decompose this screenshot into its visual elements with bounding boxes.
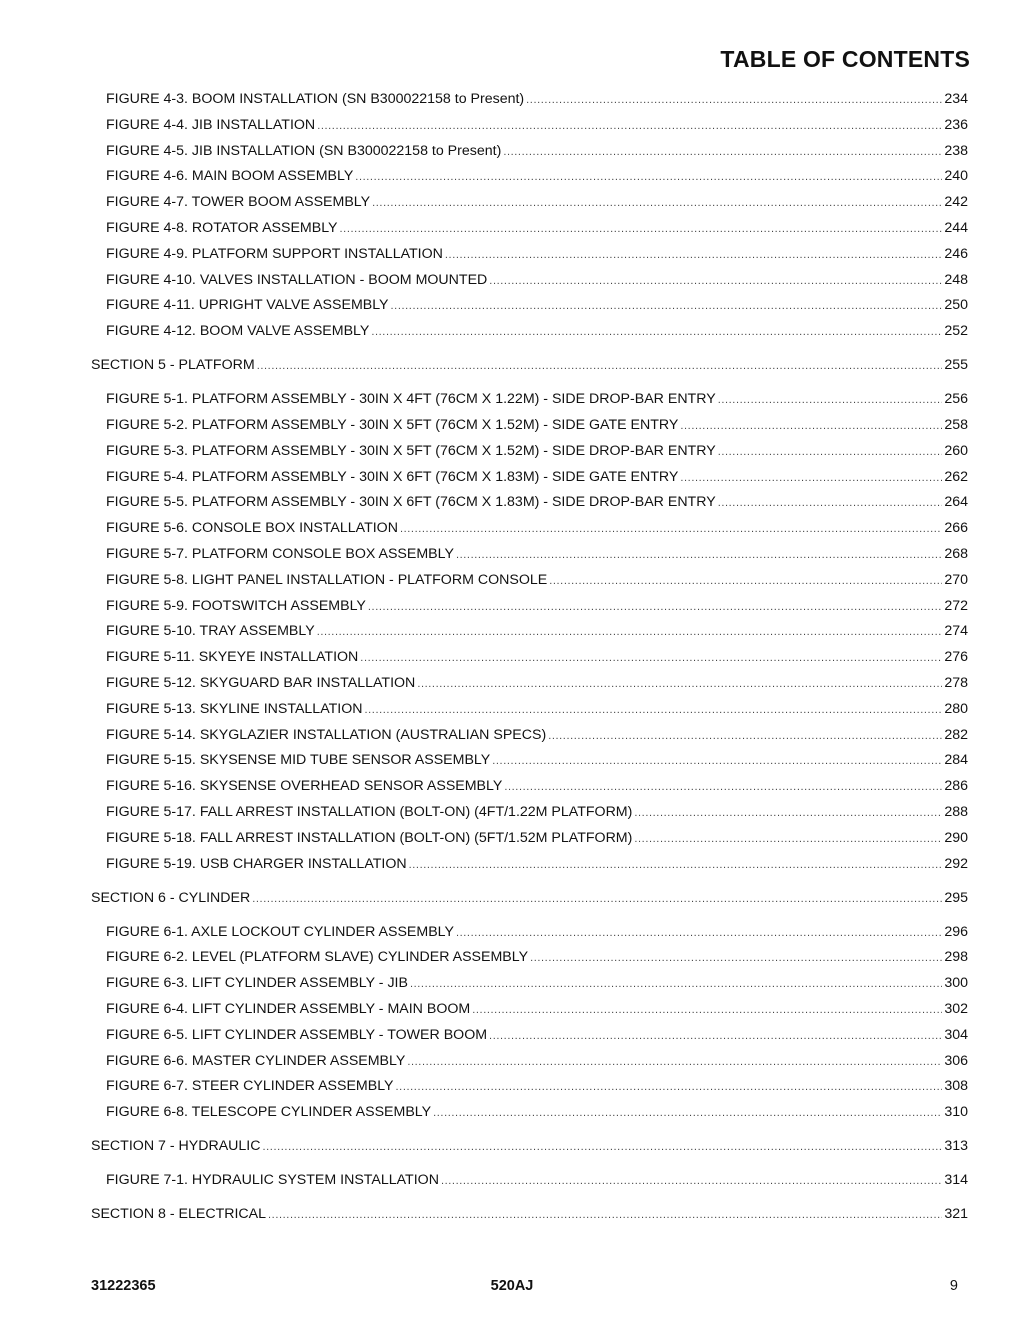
dot-leader [503,143,942,161]
toc-figure-entry[interactable] [106,648,968,667]
toc-figure-entry[interactable] [106,803,968,822]
dot-leader [400,520,942,538]
page-footer [0,1278,1024,1298]
dot-leader [441,1172,942,1190]
toc-figure-entry[interactable] [106,751,968,770]
toc-figure-entry[interactable] [106,674,968,693]
toc-figure-entry[interactable] [106,116,968,135]
toc-entry-page: 304 [944,1026,968,1043]
toc-entry-title: FIGURE 6-2. LEVEL (PLATFORM SLAVE) CYLINDER ASSEMBLY [106,949,529,966]
toc-entry-page: 308 [944,1078,968,1095]
toc-figure-entry[interactable] [106,142,968,161]
dot-leader [365,701,943,719]
toc-section-entry[interactable] [91,356,968,375]
dot-leader [371,323,942,341]
toc-entry-page: 276 [944,649,968,666]
toc-figure-entry[interactable] [106,726,968,745]
toc-figure-entry[interactable] [106,571,968,590]
toc-entry-title: FIGURE 6-4. LIFT CYLINDER ASSEMBLY - MAIN BOOM [106,1001,471,1017]
toc-entry-page: 290 [944,829,968,846]
toc-entry-page: 306 [944,1052,968,1069]
toc-entry-page: 236 [944,116,968,133]
toc-entry-title: FIGURE 5-2. PLATFORM ASSEMBLY - 30IN X 5FT (76CM X 1.52M) - SIDE GATE ENTRY [106,417,679,433]
toc-entry-title: FIGURE 5-10. TRAY ASSEMBLY [106,623,315,640]
dot-leader [407,1053,942,1071]
dot-leader [680,417,942,435]
toc-figure-entry[interactable] [106,296,968,315]
toc-figure-entry[interactable] [106,167,968,186]
dot-leader [526,91,942,109]
toc-entry-page: 314 [944,1172,968,1189]
toc-figure-entry[interactable] [106,1000,968,1019]
toc-entry-page: 270 [944,571,968,588]
toc-entry-title: FIGURE 5-1. PLATFORM ASSEMBLY - 30IN X 4FT (76CM X 1.22M) - SIDE DROP-BAR ENTRY [106,391,716,408]
page-number: 9 [949,1278,958,1294]
toc-section-entry[interactable] [91,889,968,908]
dot-leader [548,727,942,745]
toc-entry-title: FIGURE 4-12. BOOM VALVE ASSEMBLY [106,323,370,340]
toc-entry-page: 256 [944,391,968,408]
toc-entry-title: FIGURE 5-13. SKYLINE INSTALLATION [106,700,363,717]
toc-entry-page: 264 [944,494,968,511]
toc-entry-title: FIGURE 4-7. TOWER BOOM ASSEMBLY [106,194,371,211]
dot-leader [472,1001,942,1019]
toc-entry-page: 300 [944,975,968,992]
dot-leader [409,856,943,874]
dot-leader [433,1104,942,1122]
toc-entry-page: 292 [944,855,968,872]
toc-entry-page: 286 [944,778,968,795]
toc-figure-entry[interactable] [106,493,968,512]
toc-entry-title: SECTION 6 - CYLINDER [91,889,251,906]
toc-entry-title: FIGURE 5-11. SKYEYE INSTALLATION [106,649,359,666]
toc-entry-title: FIGURE 4-3. BOOM INSTALLATION (SN B300022158 to Present) [106,91,525,107]
toc-entry-page: 296 [944,923,968,940]
dot-leader [355,168,942,186]
toc-entry-page: 266 [944,520,968,537]
dot-leader [549,572,942,590]
toc-figure-entry[interactable] [106,948,968,967]
dot-leader [317,117,942,135]
dot-leader [489,1027,942,1045]
toc-figure-entry[interactable] [106,322,968,341]
toc-figure-entry[interactable] [106,622,968,641]
toc-figure-entry[interactable] [106,855,968,874]
toc-figure-entry[interactable] [106,700,968,719]
dot-leader [372,194,942,212]
toc-entry-title: FIGURE 4-10. VALVES INSTALLATION - BOOM MOUNTED [106,271,488,288]
toc-figure-entry[interactable] [106,271,968,290]
dot-leader [268,1206,942,1224]
toc-entry-page: 272 [944,597,968,614]
toc-entry-title: FIGURE 5-19. USB CHARGER INSTALLATION [106,855,407,872]
dot-leader [634,804,942,822]
toc-entry-page: 321 [944,1206,968,1223]
toc-entry-title: FIGURE 4-8. ROTATOR ASSEMBLY [106,220,338,236]
toc-entry-page: 258 [944,417,968,433]
toc-entry-title: FIGURE 6-3. LIFT CYLINDER ASSEMBLY - JIB [106,975,408,992]
toc-entry-title: FIGURE 6-6. MASTER CYLINDER ASSEMBLY [106,1052,406,1069]
dot-leader [530,949,942,967]
dot-leader [504,778,942,796]
toc-entry-title: FIGURE 4-5. JIB INSTALLATION (SN B300022158 to Present) [106,142,502,159]
dot-leader [634,830,942,848]
toc-entry-title: FIGURE 6-7. STEER CYLINDER ASSEMBLY [106,1078,394,1095]
toc-entry-page: 313 [944,1138,968,1155]
dot-leader [718,443,943,461]
toc-figure-entry[interactable] [106,777,968,796]
toc-figure-entry[interactable] [106,90,968,109]
toc-figure-entry[interactable] [106,545,968,564]
toc-entry-page: 284 [944,752,968,769]
toc-entry-page: 288 [944,804,968,820]
toc-entry-title: FIGURE 6-5. LIFT CYLINDER ASSEMBLY - TOWER BOOM [106,1026,488,1043]
toc-entry-title: SECTION 5 - PLATFORM [91,357,255,374]
toc-entry-page: 295 [944,889,968,906]
dot-leader [257,357,943,375]
toc-figure-entry[interactable] [106,442,968,461]
toc-figure-entry[interactable] [106,245,968,264]
toc-figure-entry[interactable] [106,1052,968,1071]
toc-figure-entry[interactable] [106,829,968,848]
dot-leader [456,546,942,564]
dot-leader [391,297,943,315]
toc-entry-title: FIGURE 4-9. PLATFORM SUPPORT INSTALLATION [106,245,443,262]
toc-entry-page: 255 [944,357,968,374]
dot-leader [718,391,943,409]
toc-entry-title: FIGURE 7-1. HYDRAULIC SYSTEM INSTALLATION [106,1172,439,1189]
dot-leader [492,752,942,770]
dot-leader [445,246,942,264]
dot-leader [718,494,943,512]
toc-entry-title: FIGURE 5-3. PLATFORM ASSEMBLY - 30IN X 5FT (76CM X 1.52M) - SIDE DROP-BAR ENTRY [106,442,716,459]
toc-entry-title: FIGURE 4-6. MAIN BOOM ASSEMBLY [106,168,354,185]
dot-leader [680,469,942,487]
toc-figure-entry[interactable] [106,1026,968,1045]
toc-section-entry[interactable] [91,1137,968,1156]
toc-entry-page: 248 [944,271,968,288]
toc-entry-page: 310 [944,1104,968,1121]
dot-leader [340,220,943,238]
toc-entry-title: FIGURE 5-16. SKYSENSE OVERHEAD SENSOR ASSEMBLY [106,778,503,795]
toc-entry-title: FIGURE 4-11. UPRIGHT VALVE ASSEMBLY [106,297,389,314]
toc-entry-title: FIGURE 5-18. FALL ARREST INSTALLATION (BOLT-ON) (5FT/1.52M PLATFORM) [106,829,633,846]
dot-leader [396,1078,943,1096]
toc-entry-page: 250 [944,297,968,314]
toc-figure-entry[interactable] [106,1103,968,1122]
toc-entry-page: 280 [944,700,968,717]
toc-entry-page: 262 [944,468,968,485]
toc-entry-title: FIGURE 5-4. PLATFORM ASSEMBLY - 30IN X 6FT (76CM X 1.83M) - SIDE GATE ENTRY [106,468,679,485]
dot-leader [360,649,942,667]
document-number: 31222365 [91,1278,156,1294]
toc-entry-page: 274 [944,623,968,640]
toc-entry-title: FIGURE 5-9. FOOTSWITCH ASSEMBLY [106,597,366,614]
toc-figure-entry[interactable] [106,1171,968,1190]
toc-entry-page: 242 [944,194,968,211]
toc-entry-page: 234 [944,91,968,107]
page-title: TABLE OF CONTENTS [720,46,970,72]
toc-entry-page: 278 [944,675,968,691]
toc-figure-entry[interactable] [106,974,968,993]
toc-entry-title: SECTION 8 - ELECTRICAL [91,1206,267,1223]
toc-figure-entry[interactable] [106,219,968,238]
toc-entry-title: FIGURE 4-4. JIB INSTALLATION [106,116,316,133]
toc-figure-entry[interactable] [106,1077,968,1096]
toc-entry-page: 238 [944,142,968,159]
toc-entry-page: 298 [944,949,968,966]
toc-figure-entry[interactable] [106,519,968,538]
toc-entry-page: 240 [944,168,968,185]
toc-entry-title: FIGURE 5-14. SKYGLAZIER INSTALLATION (AUSTRALIAN SPECS) [106,726,547,743]
dot-leader [489,272,942,290]
toc-entry-page: 246 [944,245,968,262]
dot-leader [410,975,942,993]
toc-entry-title: FIGURE 5-12. SKYGUARD BAR INSTALLATION [106,675,416,691]
toc-figure-entry[interactable] [106,193,968,212]
toc-entry-title: FIGURE 5-15. SKYSENSE MID TUBE SENSOR ASSEMBLY [106,752,491,769]
toc-entry-title: FIGURE 5-8. LIGHT PANEL INSTALLATION - PLATFORM CONSOLE [106,571,548,588]
toc-figure-entry[interactable] [106,597,968,616]
dot-leader [368,598,942,616]
toc-entry-page: 268 [944,546,968,562]
dot-leader [417,675,942,693]
toc-entry-page: 260 [944,442,968,459]
dot-leader [456,924,942,942]
toc-entry-title: FIGURE 5-17. FALL ARREST INSTALLATION (BOLT-ON) (4FT/1.22M PLATFORM) [106,804,633,820]
toc-entry-page: 252 [944,323,968,340]
dot-leader [252,890,942,908]
toc-figure-entry[interactable] [106,468,968,487]
toc-entry-title: FIGURE 6-8. TELESCOPE CYLINDER ASSEMBLY [106,1104,432,1121]
dot-leader [263,1138,943,1156]
toc-figure-entry[interactable] [106,923,968,942]
toc-entry-title: FIGURE 5-7. PLATFORM CONSOLE BOX ASSEMBLY [106,546,454,562]
toc-entry-title: FIGURE 5-6. CONSOLE BOX INSTALLATION [106,520,398,537]
toc-entry-title: SECTION 7 - HYDRAULIC [91,1138,261,1155]
toc-entry-page: 302 [944,1001,968,1017]
dot-leader [317,623,943,641]
toc-figure-entry[interactable] [106,416,968,435]
toc-entry-title: FIGURE 6-1. AXLE LOCKOUT CYLINDER ASSEMBLY [106,923,454,940]
toc-figure-entry[interactable] [106,390,968,409]
toc-entry-page: 282 [944,726,968,743]
toc-entry-page: 244 [944,220,968,236]
toc-section-entry[interactable] [91,1205,968,1224]
model-name: 520AJ [490,1278,534,1294]
toc-entry-title: FIGURE 5-5. PLATFORM ASSEMBLY - 30IN X 6FT (76CM X 1.83M) - SIDE DROP-BAR ENTRY [106,494,716,511]
